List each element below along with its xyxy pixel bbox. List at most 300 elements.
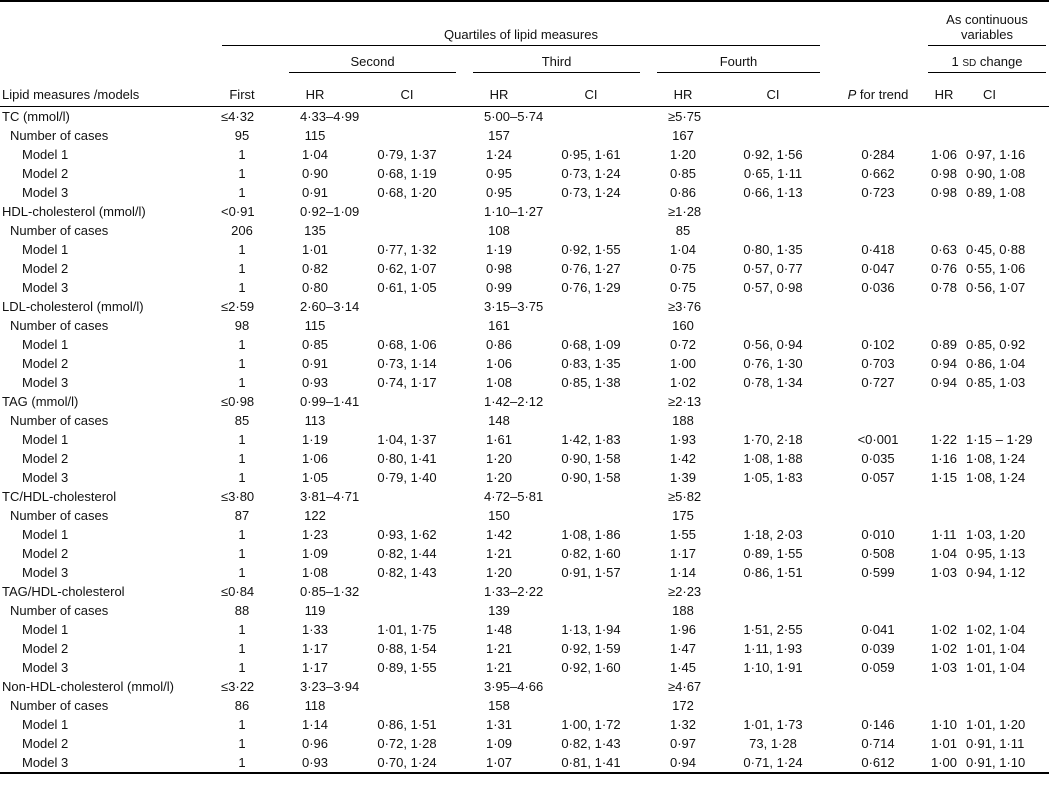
cell-hr-third: 1·61 (485, 432, 513, 447)
cell-first: 1 (238, 736, 246, 751)
cell-p (834, 487, 922, 506)
table-row (0, 696, 1049, 715)
cell-ci-continuous: 0·95, 1·13 (966, 546, 1026, 561)
cell-ci-third: 1·13, 1·94 (561, 622, 621, 637)
cell-n-third: 148 (488, 413, 510, 428)
column-header-row (0, 73, 1049, 107)
cell-ci-continuous: 0·45, 0·88 (966, 242, 1026, 257)
cell-hr-second: 0·85 (301, 337, 329, 352)
cell-hr-continuous (922, 297, 966, 316)
cell-ci-third: 0·82, 1·43 (561, 736, 621, 751)
cell-n-third: 158 (488, 698, 510, 713)
cell-ci-third: 0·73, 1·24 (561, 185, 621, 200)
cell-ci-fourth: 1·08, 1·88 (743, 451, 803, 466)
cell-ci-fourth: 0·71, 1·24 (743, 755, 803, 770)
group-fourth (654, 46, 834, 73)
cell-ci-third (528, 221, 654, 240)
cell-hr-fourth: 0·94 (669, 755, 697, 770)
cell-p: 0·599 (861, 565, 895, 580)
cell-ci-continuous (966, 316, 1049, 335)
cell-ci-second: 0·72, 1·28 (377, 736, 437, 751)
cell-ci-continuous: 0·89, 1·08 (966, 185, 1026, 200)
cell-ci-second (344, 411, 470, 430)
table-row (0, 335, 1049, 354)
row-label: Number of cases (10, 413, 109, 428)
cell-hr-continuous (922, 696, 966, 715)
cell-n-fourth: 172 (672, 698, 694, 713)
row-label: Model 2 (22, 451, 69, 466)
cell-n-fourth: 188 (672, 413, 694, 428)
cell-first: 1 (238, 546, 246, 561)
cell-ci-fourth: 0·56, 0·94 (743, 337, 803, 352)
table-body (0, 107, 1049, 774)
cell-hr-fourth: 1·39 (669, 470, 697, 485)
table-row (0, 506, 1049, 525)
cell-p: 0·057 (861, 470, 895, 485)
cell-first: 1 (238, 565, 246, 580)
col-header-hr-third: HR (470, 73, 528, 107)
cell-first: 85 (234, 413, 250, 428)
cell-ci-third: 0·83, 1·35 (561, 356, 621, 371)
sd-change-rest: change (976, 54, 1023, 69)
quartiles-title: Quartiles of lipid measures (222, 27, 820, 46)
cell-ci-fourth: 0·76, 1·30 (743, 356, 803, 371)
cell-hr-continuous (922, 677, 966, 696)
cell-quartile-range-second: 0·85–1·32 (300, 584, 360, 599)
cell-hr-continuous: 0·94 (930, 356, 958, 371)
cell-n-second: 119 (304, 603, 326, 618)
cell-hr-second: 0·80 (301, 280, 329, 295)
cell-ci-second: 0·88, 1·54 (377, 641, 437, 656)
cell-hr-second: 1·09 (301, 546, 329, 561)
cell-first: 1 (238, 755, 246, 770)
cell-hr-continuous: 1·01 (930, 736, 958, 751)
cell-first: 1 (238, 470, 246, 485)
cell-hr-third: 1·42 (485, 527, 513, 542)
cell-n-second: 122 (304, 508, 326, 523)
cell-ci-fourth: 1·01, 1·73 (743, 717, 803, 732)
table-row (0, 373, 1049, 392)
cell-p (834, 601, 922, 620)
cell-ci-continuous: 0·91, 1·11 (966, 736, 1025, 751)
cell-hr-continuous: 1·02 (930, 641, 958, 656)
cell-hr-fourth: 1·96 (669, 622, 697, 637)
table-row (0, 430, 1049, 449)
table-row (0, 620, 1049, 639)
cell-hr-continuous: 1·06 (930, 147, 958, 162)
cell-ci-fourth (712, 411, 834, 430)
cell-quartile-range-fourth: ≥4·67 (668, 679, 702, 694)
cell-p: 0·662 (861, 166, 895, 181)
cell-ci-continuous (966, 506, 1049, 525)
col-header-hr-continuous: HR (922, 73, 966, 107)
cell-quartile-range-second: 0·99–1·41 (300, 394, 360, 409)
cell-ci-continuous: 1·08, 1·24 (966, 470, 1026, 485)
sd-change-smallcaps: SD (962, 58, 977, 69)
cell-first: 98 (234, 318, 250, 333)
table-row (0, 411, 1049, 430)
continuous-title: As continuous variables (928, 12, 1046, 46)
cell-ci-second: 0·68, 1·20 (377, 185, 437, 200)
cell-hr-second: 0·82 (301, 261, 329, 276)
cell-p (834, 126, 922, 145)
cell-ci-continuous (966, 487, 1049, 506)
cell-hr-continuous (922, 411, 966, 430)
cell-hr-third: 1·21 (485, 641, 513, 656)
cell-ci-continuous (966, 411, 1049, 430)
cell-quartile-range-third: 4·72–5·81 (484, 489, 544, 504)
cell-ci-fourth: 1·11, 1·93 (743, 641, 803, 656)
row-label: LDL-cholesterol (mmol/l) (2, 299, 144, 314)
cell-hr-continuous: 1·11 (931, 527, 957, 542)
cell-n-second: 135 (304, 223, 326, 238)
cell-hr-second: 0·91 (301, 356, 329, 371)
cell-hr-continuous: 0·63 (930, 242, 958, 257)
cell-ci-second: 0·79, 1·37 (377, 147, 437, 162)
cell-n-third: 108 (488, 223, 510, 238)
cell-ci-second: 0·89, 1·55 (377, 660, 437, 675)
table-row (0, 221, 1049, 240)
cell-ci-second: 0·93, 1·62 (377, 527, 437, 542)
cell-first: 86 (234, 698, 250, 713)
cell-first: ≤4·32 (221, 109, 255, 124)
cell-ci-fourth (712, 601, 834, 620)
cell-quartile-range-third: 3·15–3·75 (484, 299, 544, 314)
cell-hr-third: 0·99 (485, 280, 513, 295)
cell-p (834, 316, 922, 335)
col-header-ci-second: CI (344, 73, 470, 107)
table-row (0, 677, 1049, 696)
cell-first: <0·91 (221, 204, 255, 219)
col-header-label: Lipid measures /models (0, 73, 216, 107)
cell-ci-third (528, 411, 654, 430)
row-label: Model 3 (22, 185, 69, 200)
table-row (0, 164, 1049, 183)
row-label: Model 1 (22, 242, 69, 257)
cell-quartile-range-second: 4·33–4·99 (300, 109, 360, 124)
cell-ci-second: 0·77, 1·32 (377, 242, 437, 257)
cell-hr-second: 0·91 (301, 185, 329, 200)
cell-ci-fourth: 1·51, 2·55 (743, 622, 803, 637)
cell-ci-continuous (966, 221, 1049, 240)
cell-hr-second: 1·19 (301, 432, 329, 447)
cell-hr-third: 1·09 (485, 736, 513, 751)
cell-ci-third (528, 126, 654, 145)
cell-p (834, 506, 922, 525)
cell-hr-second: 1·33 (301, 622, 329, 637)
table-row (0, 126, 1049, 145)
spacer-cell (834, 46, 922, 73)
cell-hr-fourth: 0·72 (669, 337, 697, 352)
cell-first: 1 (238, 451, 246, 466)
cell-ci-fourth: 0·65, 1·11 (743, 166, 803, 181)
table-row (0, 601, 1049, 620)
row-label: Model 3 (22, 755, 69, 770)
row-label: Model 1 (22, 337, 69, 352)
cell-hr-third: 1·06 (485, 356, 513, 371)
row-label: Model 2 (22, 546, 69, 561)
cell-ci-continuous (966, 392, 1049, 411)
cell-hr-fourth: 1·93 (669, 432, 697, 447)
cell-n-second: 115 (304, 318, 326, 333)
table-row (0, 487, 1049, 506)
cell-hr-fourth: 1·32 (669, 717, 697, 732)
table-row (0, 316, 1049, 335)
cell-hr-second: 1·17 (301, 660, 329, 675)
cell-hr-third: 1·21 (485, 546, 513, 561)
cell-p: 0·723 (861, 185, 895, 200)
cell-ci-fourth: 0·78, 1·34 (743, 375, 803, 390)
cell-first: 1 (238, 242, 246, 257)
cell-ci-third: 0·73, 1·24 (561, 166, 621, 181)
p-italic: P (847, 87, 857, 102)
cell-hr-continuous: 0·89 (930, 337, 958, 352)
cell-n-fourth: 85 (675, 223, 691, 238)
cell-p: 0·612 (861, 755, 895, 770)
cell-ci-fourth: 1·10, 1·91 (743, 660, 803, 675)
cell-hr-continuous (922, 582, 966, 601)
cell-ci-continuous: 1·15 – 1·29 (966, 432, 1033, 447)
cell-p (834, 411, 922, 430)
row-label: Number of cases (10, 698, 109, 713)
cell-hr-fourth: 0·75 (669, 261, 697, 276)
cell-ci-third: 0·85, 1·38 (561, 375, 621, 390)
cell-hr-continuous: 1·22 (930, 432, 958, 447)
cell-ci-continuous (966, 126, 1049, 145)
cell-first: 1 (238, 641, 246, 656)
cell-ci-continuous: 0·94, 1·12 (966, 565, 1026, 580)
cell-p (834, 677, 922, 696)
cell-ci-second (344, 126, 470, 145)
cell-hr-continuous (922, 221, 966, 240)
cell-hr-second: 0·90 (301, 166, 329, 181)
cell-hr-fourth: 1·02 (669, 375, 697, 390)
cell-hr-third: 1·20 (485, 451, 513, 466)
cell-ci-continuous: 0·85, 1·03 (966, 375, 1026, 390)
cell-hr-fourth: 1·42 (669, 451, 697, 466)
cell-hr-fourth: 1·45 (669, 660, 697, 675)
row-label: Model 1 (22, 527, 69, 542)
cell-hr-continuous: 1·16 (930, 451, 958, 466)
cell-hr-third: 0·98 (485, 261, 513, 276)
cell-hr-continuous: 0·94 (930, 375, 958, 390)
table-header (0, 1, 1049, 107)
table-row (0, 525, 1049, 544)
cell-first: ≤3·80 (221, 489, 255, 504)
cell-n-third: 157 (488, 128, 510, 143)
cell-ci-third: 1·42, 1·83 (561, 432, 621, 447)
cell-ci-continuous (966, 107, 1049, 127)
row-label: Model 2 (22, 641, 69, 656)
cell-hr-continuous: 0·98 (930, 166, 958, 181)
cell-ci-fourth (712, 221, 834, 240)
cell-hr-continuous (922, 316, 966, 335)
row-label: TAG/HDL-cholesterol (2, 584, 125, 599)
table-row (0, 145, 1049, 164)
table-row (0, 297, 1049, 316)
cell-hr-second: 0·93 (301, 755, 329, 770)
cell-first: 1 (238, 147, 246, 162)
cell-n-fourth: 160 (672, 318, 694, 333)
cell-quartile-range-fourth: ≥2·23 (668, 584, 702, 599)
table-row (0, 544, 1049, 563)
cell-hr-third: 1·20 (485, 470, 513, 485)
cell-hr-fourth: 1·14 (669, 565, 697, 580)
cell-first: 1 (238, 375, 246, 390)
cell-hr-continuous (922, 107, 966, 127)
cell-ci-continuous: 1·01, 1·04 (966, 660, 1026, 675)
cell-n-fourth: 188 (672, 603, 694, 618)
cell-first: 1 (238, 356, 246, 371)
quartiles-spanner (216, 1, 834, 46)
cell-ci-fourth: 0·89, 1·55 (743, 546, 803, 561)
cell-ci-third: 0·76, 1·27 (561, 261, 621, 276)
cell-quartile-range-fourth: ≥2·13 (668, 394, 702, 409)
cell-ci-continuous: 0·55, 1·06 (966, 261, 1026, 276)
cell-hr-second: 1·01 (301, 242, 329, 257)
cell-n-third: 150 (488, 508, 510, 523)
cell-ci-third: 0·90, 1·58 (561, 470, 621, 485)
cell-first: 1 (238, 660, 246, 675)
row-label: Model 3 (22, 280, 69, 295)
cell-ci-third: 0·92, 1·55 (561, 242, 621, 257)
cell-ci-third (528, 601, 654, 620)
row-label: HDL-cholesterol (mmol/l) (2, 204, 146, 219)
cell-p: 0·102 (861, 337, 895, 352)
cell-p: 0·041 (861, 622, 895, 637)
table-row (0, 658, 1049, 677)
cell-hr-second: 1·06 (301, 451, 329, 466)
cell-ci-second (344, 221, 470, 240)
cell-ci-fourth: 73, 1·28 (749, 736, 797, 751)
cell-first: ≤0·98 (221, 394, 255, 409)
row-label: Number of cases (10, 603, 109, 618)
cell-ci-continuous: 1·02, 1·04 (966, 622, 1026, 637)
cell-quartile-range-fourth: ≥5·82 (668, 489, 702, 504)
cell-first: 1 (238, 185, 246, 200)
table-row (0, 392, 1049, 411)
cell-first: ≤2·59 (221, 299, 255, 314)
cell-quartile-range-third: 1·42–2·12 (484, 394, 544, 409)
cell-p (834, 696, 922, 715)
cell-p (834, 297, 922, 316)
table-row (0, 639, 1049, 658)
row-label: Model 3 (22, 470, 69, 485)
cell-ci-continuous: 1·03, 1·20 (966, 527, 1026, 542)
cell-ci-third (528, 696, 654, 715)
cell-first: 1 (238, 622, 246, 637)
cell-p: 0·059 (861, 660, 895, 675)
cell-ci-fourth (712, 126, 834, 145)
cell-hr-continuous: 1·03 (930, 565, 958, 580)
cell-p: 0·703 (861, 356, 895, 371)
cell-n-fourth: 167 (672, 128, 694, 143)
row-label: Model 2 (22, 166, 69, 181)
cell-ci-second: 0·61, 1·05 (377, 280, 437, 295)
cell-first: 1 (238, 432, 246, 447)
cell-ci-second (344, 316, 470, 335)
cell-ci-fourth: 1·05, 1·83 (743, 470, 803, 485)
cell-hr-fourth: 0·75 (669, 280, 697, 295)
spacer-cell (0, 46, 216, 73)
cell-p: 0·284 (861, 147, 895, 162)
cell-ci-third: 0·92, 1·60 (561, 660, 621, 675)
col-header-ci-third: CI (528, 73, 654, 107)
group-fourth-label: Fourth (657, 54, 820, 73)
cell-first: 87 (234, 508, 250, 523)
cell-ci-third: 0·91, 1·57 (561, 565, 621, 580)
row-label: Model 2 (22, 261, 69, 276)
cell-quartile-range-second: 3·23–3·94 (300, 679, 360, 694)
continuous-spanner (922, 1, 1049, 46)
cell-ci-continuous: 0·85, 0·92 (966, 337, 1026, 352)
cell-ci-fourth: 0·86, 1·51 (743, 565, 803, 580)
table-row (0, 202, 1049, 221)
cell-hr-continuous: 1·04 (930, 546, 958, 561)
cell-n-second: 115 (304, 128, 326, 143)
cell-quartile-range-third: 5·00–5·74 (484, 109, 544, 124)
cell-ci-third (528, 506, 654, 525)
col-header-first: First (216, 73, 286, 107)
cell-hr-third: 1·08 (485, 375, 513, 390)
cell-first: 95 (234, 128, 250, 143)
cell-quartile-range-second: 0·92–1·09 (300, 204, 360, 219)
cell-hr-second: 1·23 (301, 527, 329, 542)
row-label: TC/HDL-cholesterol (2, 489, 117, 504)
cell-ci-third: 0·95, 1·61 (561, 147, 621, 162)
cell-ci-continuous (966, 601, 1049, 620)
table-row (0, 563, 1049, 582)
cell-quartile-range-third: 3·95–4·66 (484, 679, 544, 694)
cell-hr-fourth: 1·00 (669, 356, 697, 371)
cell-hr-continuous: 0·98 (930, 185, 958, 200)
cell-hr-continuous (922, 601, 966, 620)
cell-p: 0·036 (861, 280, 895, 295)
cell-n-second: 118 (304, 698, 326, 713)
cell-hr-second: 1·05 (301, 470, 329, 485)
cell-hr-third: 1·19 (485, 242, 513, 257)
cell-ci-second: 0·62, 1·07 (377, 261, 437, 276)
cell-quartile-range-third: 1·33–2·22 (484, 584, 544, 599)
cell-quartile-range-fourth: ≥3·76 (668, 299, 702, 314)
cell-n-third: 161 (488, 318, 510, 333)
row-label: Number of cases (10, 128, 109, 143)
cell-ci-second: 0·74, 1·17 (377, 375, 437, 390)
cell-ci-fourth (712, 506, 834, 525)
cell-hr-second: 1·17 (301, 641, 329, 656)
cell-ci-second: 0·73, 1·14 (377, 356, 437, 371)
spacer-cell (216, 46, 286, 73)
cell-p: 0·418 (861, 242, 895, 257)
table-row (0, 753, 1049, 773)
group-row (0, 46, 1049, 73)
cell-n-third: 139 (488, 603, 510, 618)
cell-hr-continuous: 1·15 (930, 470, 958, 485)
table-row (0, 183, 1049, 202)
cell-p: 0·714 (861, 736, 895, 751)
sd-change-label (928, 54, 1046, 73)
cell-ci-continuous (966, 582, 1049, 601)
table-row (0, 259, 1049, 278)
cell-hr-third: 1·24 (485, 147, 513, 162)
cell-quartile-range-fourth: ≥5·75 (668, 109, 702, 124)
cell-ci-fourth (712, 316, 834, 335)
table-row (0, 240, 1049, 259)
cell-ci-second: 0·80, 1·41 (377, 451, 437, 466)
row-label: Model 1 (22, 432, 69, 447)
cell-p: 0·146 (861, 717, 895, 732)
row-label: Model 3 (22, 660, 69, 675)
